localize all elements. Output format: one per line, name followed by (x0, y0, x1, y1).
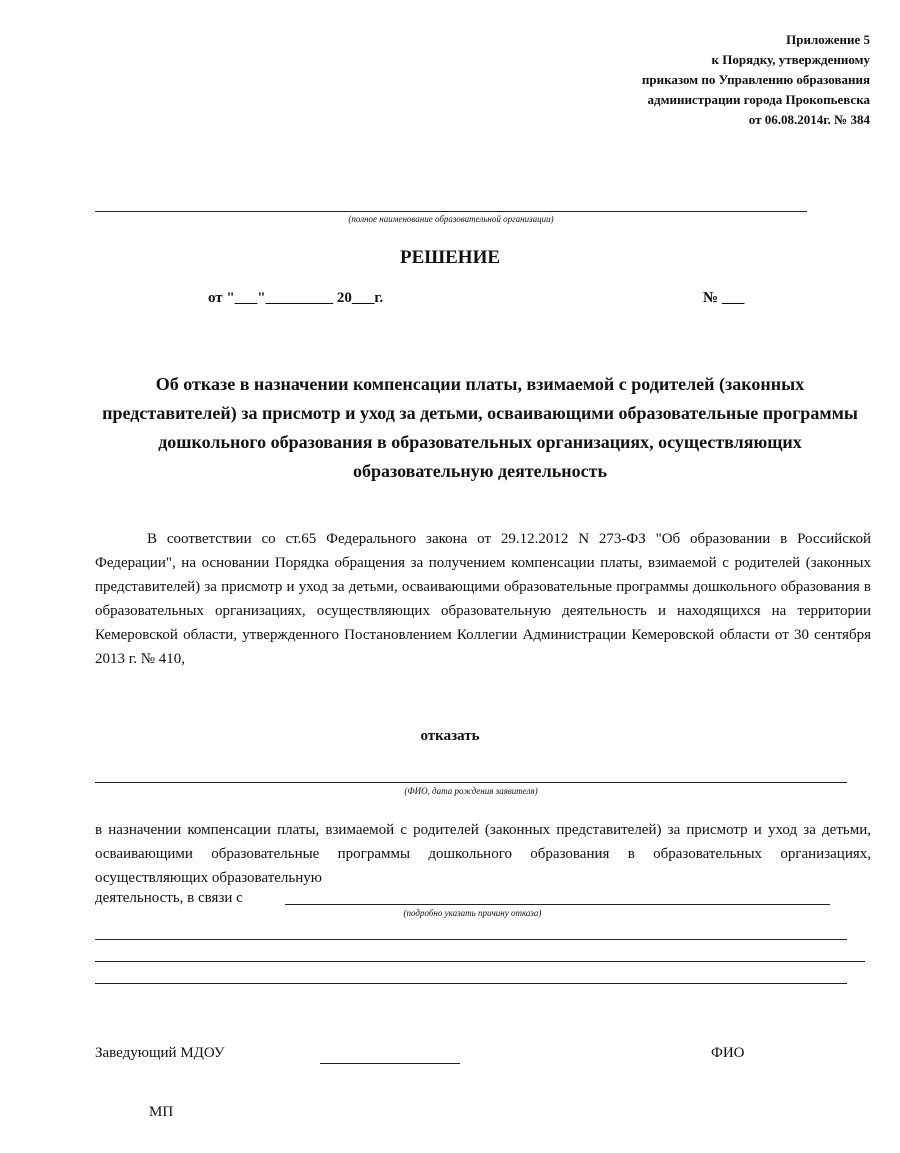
refusal-paragraph (95, 818, 871, 890)
date-line: от "___"_________ 20___г. (208, 290, 384, 306)
document-subject: Об отказе в назначении компенсации платы, взимаемой с родителей (законных представителей) за присмотр и уход за детьми, осваивающими образовательные программы дошкольного образования в образовательных организациях, осуществляющих образовательную деятельность (102, 374, 858, 481)
signature-line (320, 1063, 460, 1064)
document-title: РЕШЕНИЕ (399, 247, 501, 268)
number-line: № ___ (703, 290, 745, 306)
refusal-last-line: деятельность, в связи с (95, 890, 243, 906)
header-line-2: к Порядку, утвержденному (711, 52, 870, 67)
applicant-caption: (ФИО, дата рождения заявителя) (404, 786, 538, 796)
signatory-position: Заведующий МДОУ (95, 1045, 225, 1061)
org-caption: (полное наименование образовательной организации) (348, 214, 554, 224)
reason-blank-line-2 (95, 961, 865, 962)
header-block (642, 30, 870, 130)
basis-paragraph: В соответствии со ст.65 Федерального закона от 29.12.2012 N 273-ФЗ "Об образовании в Российской Федерации", на основании Порядка обращения за получением компенсации платы, взимаемой с родителей (законных представителей) за присмотр и уход за детьми, осваивающими образовательные программы дошкольного образования в образовательных организациях, осуществляющих образовательную деятельность и находящихся на территории Кемеровской области, утвержденного Постановлением Коллегии Администрации Кемеровской области от 30 сентября 2013 г. № 410, (95, 531, 871, 667)
org-name-line (95, 211, 807, 212)
applicant-line (95, 782, 847, 783)
header-line-5: от 06.08.2014г. № 384 (748, 112, 870, 127)
reason-blank-line-3 (95, 983, 847, 984)
stamp-label: МП (149, 1104, 174, 1120)
header-line-4: администрации города Прокопьевска (647, 92, 870, 107)
header-line-1: Приложение 5 (786, 32, 870, 47)
decision-word: отказать (420, 728, 480, 744)
header-line-3: приказом по Управлению образования (641, 72, 870, 87)
signatory-name-label: ФИО (711, 1045, 745, 1061)
refusal-text: в назначении компенсации платы, взимаемой с родителей (законных представителей) за присмотр и уход за детьми, осваивающими образовательные программы дошкольного образования в образовательных организациях, осуществляющих образовательную (95, 822, 871, 886)
reason-caption: (подробно указать причину отказа) (403, 908, 542, 918)
reason-blank-line-1 (95, 939, 847, 940)
reason-line (285, 904, 830, 905)
